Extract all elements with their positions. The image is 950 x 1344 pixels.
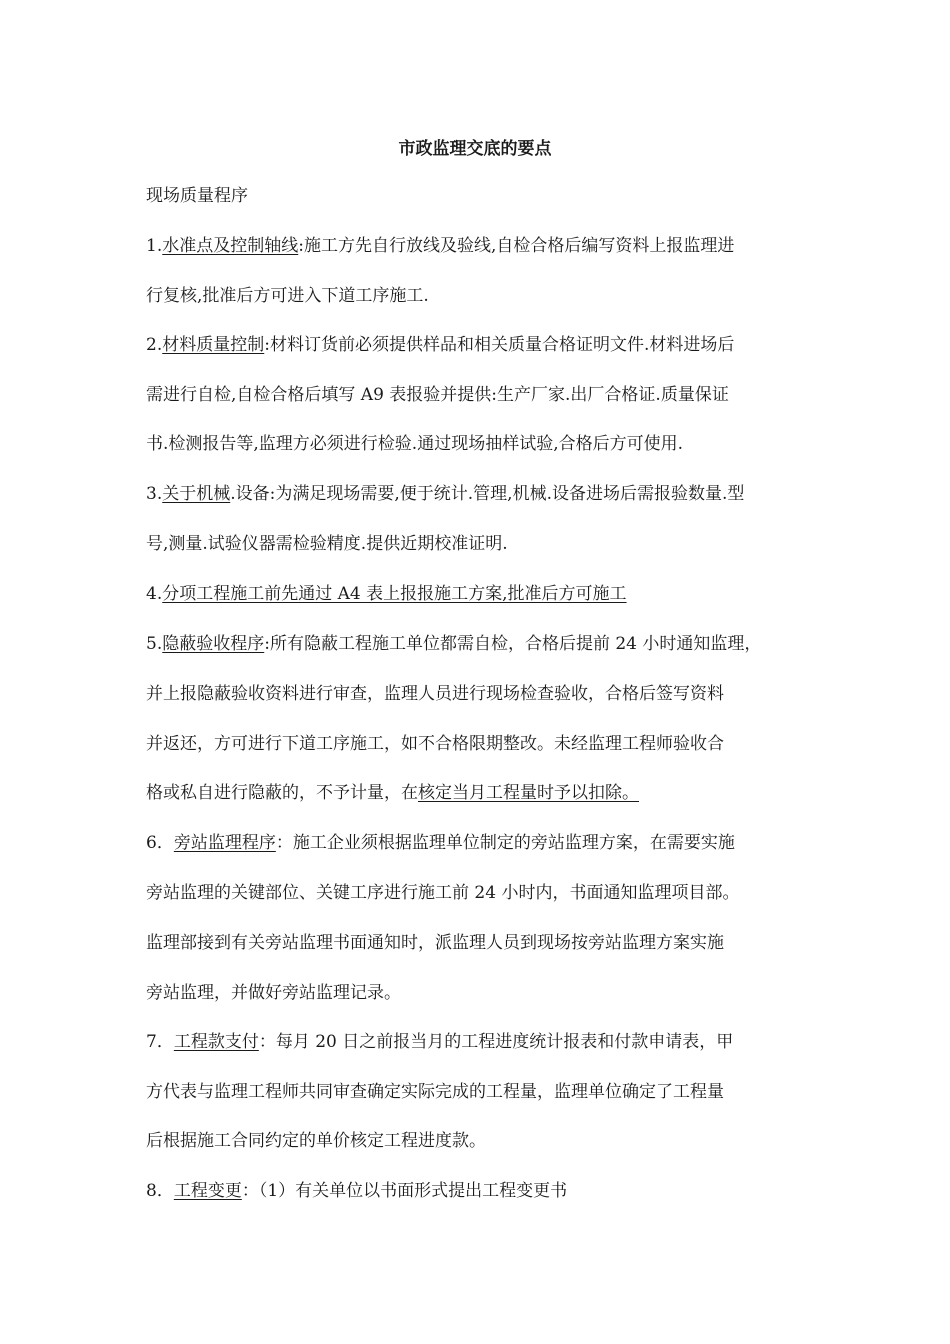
item-2-text: 材料订货前必须提供样品和相关质量合格证明文件.材料进场后: [269, 335, 735, 355]
page-title: 市政监理交底的要点: [398, 139, 552, 159]
item-7-line-1: [146, 1030, 733, 1054]
section-heading: 现场质量程序: [146, 186, 248, 206]
item-3-keyword: 关于机械: [162, 484, 231, 504]
item-8-text: ：（1）有关单位以书面形式提出工程变更书: [241, 1181, 568, 1201]
item-1-line-2: 行复核,批准后方可进入下道工序施工.: [146, 286, 429, 306]
item-2-line-1: 2.材料质量控制:材料订货前必须提供样品和相关质量合格证明文件.材料进场后: [146, 335, 735, 355]
item-8-line-1: [146, 1179, 567, 1203]
item-4-number: 4.: [146, 584, 163, 604]
item-5-line-3: 并返还，方可进行下道工序施工，如不合格限期整改。未经监理工程师验收合: [146, 734, 724, 754]
item-7-text: ：每月 20 日之前报当月的工程进度统计报表和付款申请表，甲: [258, 1032, 734, 1052]
item-5-keyword: 隐蔽验收程序: [162, 634, 265, 654]
item-6-line-4: 旁站监理，并做好旁站监理记录。: [146, 983, 401, 1003]
item-3-line-1: [146, 482, 744, 506]
item-7-keyword: 工程款支付: [173, 1032, 259, 1052]
item-7-number: 7．: [146, 1032, 174, 1052]
item-7-line-3: 后根据施工合同约定的单价核定工程进度款。: [146, 1131, 486, 1151]
item-2-keyword: 材料质量控制: [162, 335, 265, 355]
item-1-text: 施工方先自行放线及验线,自检合格后编写资料上报监理进: [303, 236, 735, 256]
item-6-keyword: 旁站监理程序: [173, 833, 276, 853]
item-3-text: .设备:为满足现场需要,便于统计.管理,机械.设备进场后需报验数量.型: [230, 484, 745, 504]
item-5-number: 5.: [146, 634, 163, 654]
item-3-number: 3.: [146, 484, 163, 504]
item-5-line-1: [146, 632, 761, 656]
item-2-line-2: 需进行自检,自检合格后填写 A9 表报验并提供:生产厂家.出厂合格证.质量保证: [146, 385, 729, 405]
item-1-number: 1.: [146, 236, 163, 256]
item-6-line-2: 旁站监理的关键部位、关键工序进行施工前 24 小时内，书面通知监理项目部。: [146, 883, 740, 903]
item-5-line-4: [146, 781, 639, 805]
item-2-number: 2.: [146, 335, 163, 355]
item-7-line-2: 方代表与监理工程师共同审查确定实际完成的工程量，监理单位确定了工程量: [146, 1082, 724, 1102]
item-4-line-1: [146, 582, 627, 606]
item-4-keyword: 分项工程施工前先通过 A4 表上报报施工方案,批准后方可施工: [162, 584, 627, 604]
item-6-line-1: [146, 831, 735, 855]
item-8-keyword: 工程变更: [173, 1181, 242, 1201]
item-5-tail: 核定当月工程量时予以扣除。: [418, 783, 639, 803]
item-5-text-end: 格或私自进行隐蔽的，不予计量，在: [146, 783, 418, 803]
item-5-text: :所有隐蔽工程施工单位都需自检，合格后提前 24 小时通知监理，: [264, 634, 762, 654]
item-3-line-2: 号,测量.试验仪器需检验精度.提供近期校准证明.: [146, 534, 508, 554]
item-8-number: 8．: [146, 1181, 174, 1201]
item-6-line-3: 监理部接到有关旁站监理书面通知时，派监理人员到现场按旁站监理方案实施: [146, 933, 724, 953]
item-1-line-1: 1.水准点及控制轴线:施工方先自行放线及验线,自检合格后编写资料上报监理进: [146, 236, 735, 256]
item-2-line-3: 书.检测报告等,监理方必须进行检验.通过现场抽样试验,合格后方可使用.: [146, 434, 684, 454]
item-6-number: 6．: [146, 833, 174, 853]
item-6-text: ：施工企业须根据监理单位制定的旁站监理方案，在需要实施: [275, 833, 735, 853]
item-5-line-2: 并上报隐蔽验收资料进行审查，监理人员进行现场检查验收，合格后签写资料: [146, 684, 724, 704]
item-1-keyword: 水准点及控制轴线: [162, 236, 299, 256]
